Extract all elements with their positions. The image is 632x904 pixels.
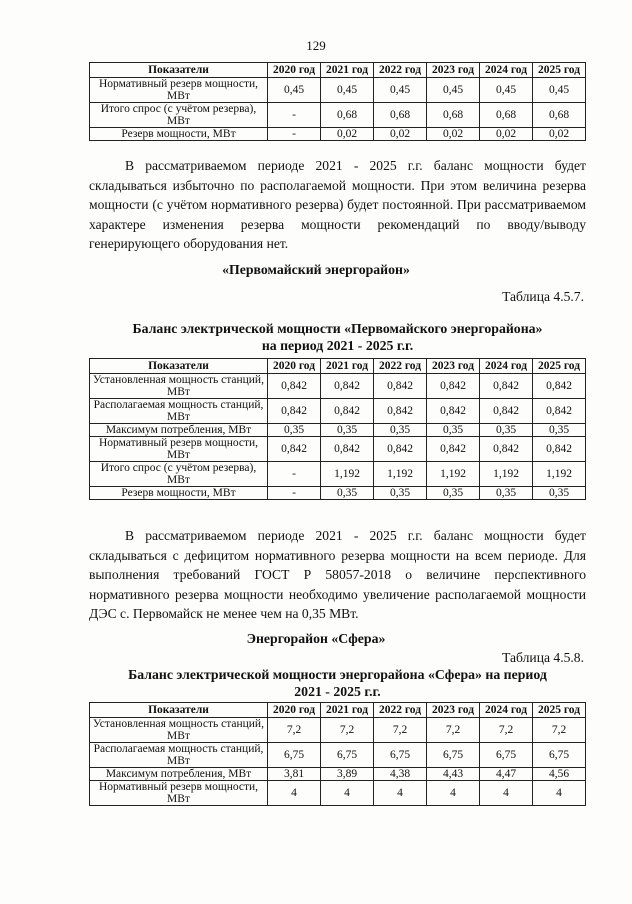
table-cell: 0,842	[374, 399, 427, 424]
table-cell: 0,842	[533, 437, 586, 462]
table-power-balance-continued	[89, 62, 586, 141]
table-cell: 1,192	[480, 462, 533, 487]
column-header-year: 2023 год	[427, 63, 480, 78]
table-cell: 0,842	[268, 437, 321, 462]
table-cell: 0,02	[427, 128, 480, 141]
table-cell: 0,842	[268, 399, 321, 424]
table-cell: -	[268, 128, 321, 141]
table-caption-458	[89, 666, 586, 700]
row-label: Установленная мощность станций, МВт	[90, 718, 268, 743]
table-row	[90, 781, 586, 806]
table-cell: 0,02	[480, 128, 533, 141]
row-label: Максимум потребления, МВт	[90, 768, 268, 781]
column-header-year: 2024 год	[480, 703, 533, 718]
section-title-sfera: Энергорайон «Сфера»	[246, 631, 386, 646]
table-cell: 6,75	[374, 743, 427, 768]
paragraph-balance-summary-1	[89, 156, 586, 254]
column-header-year: 2021 год	[321, 703, 374, 718]
page-number: 129	[306, 38, 326, 53]
table-cell: 0,68	[427, 103, 480, 128]
row-label: Располагаемая мощность станций, МВт	[90, 399, 268, 424]
paragraph-text: В рассматриваемом периоде 2021 - 2025 г.г. баланс мощности будет складываться с дефицитом нормативного резерва мощности на всем периоде. Для выполнения требований ГОСТ Р 58057-2018 о величине перспективного нормативного резерва мощности необходимо увеличение располагаемой мощности ДЭС с. Первомайск не менее чем на 0,35 МВт.	[89, 528, 586, 621]
table-caption-457	[89, 320, 586, 354]
table-sfera-balance	[89, 702, 586, 806]
table-pervomaisky-balance	[89, 358, 586, 500]
table-cell: 0,35	[533, 424, 586, 437]
row-label: Резерв мощности, МВт	[90, 128, 268, 141]
table-header-row	[90, 63, 586, 78]
table-cell: 0,842	[268, 374, 321, 399]
table-cell: 0,842	[374, 437, 427, 462]
table-cell: 4,43	[427, 768, 480, 781]
table-cell: 0,68	[480, 103, 533, 128]
table-cell: 0,842	[427, 374, 480, 399]
table-row	[90, 487, 586, 500]
table-cell: 0,35	[321, 424, 374, 437]
caption-line-1: Баланс электрической мощности «Первомайского энергорайона»	[132, 321, 543, 336]
table-cell: 0,35	[374, 487, 427, 500]
row-label: Установленная мощность станций, МВт	[90, 374, 268, 399]
column-header-year: 2024 год	[480, 359, 533, 374]
table-cell: 0,842	[427, 399, 480, 424]
column-header-year: 2020 год	[268, 703, 321, 718]
row-label: Располагаемая мощность станций, МВт	[90, 743, 268, 768]
table-cell: 0,842	[533, 399, 586, 424]
table-cell: 0,842	[321, 437, 374, 462]
table-cell: -	[268, 103, 321, 128]
column-header-indicator: Показатели	[90, 63, 268, 78]
table-cell: 0,35	[427, 487, 480, 500]
table-cell: 1,192	[427, 462, 480, 487]
caption-line-2: 2021 - 2025 г.г.	[294, 684, 381, 699]
table-cell: 6,75	[427, 743, 480, 768]
table-cell: 0,842	[427, 437, 480, 462]
table-cell: 0,68	[321, 103, 374, 128]
table-cell: 0,02	[374, 128, 427, 141]
table-row	[90, 424, 586, 437]
table-row	[90, 103, 586, 128]
column-header-year: 2023 год	[427, 359, 480, 374]
table-row	[90, 718, 586, 743]
table-cell: 7,2	[533, 718, 586, 743]
table-cell: 0,842	[480, 399, 533, 424]
table-cell: 0,68	[533, 103, 586, 128]
column-header-year: 2022 год	[374, 359, 427, 374]
paragraph-text: В рассматриваемом периоде 2021 - 2025 г.г. баланс мощности будет складываться избыточно по располагаемой мощности. При этом величина резерва мощности (с учётом нормативного резерва) будет постоянной. При рассматриваемом характере изменения резерва мощности рекомендаций по вводу/выводу генерирующего оборудования нет.	[89, 158, 586, 251]
table-cell: 4	[374, 781, 427, 806]
column-header-indicator: Показатели	[90, 359, 268, 374]
table-cell: 0,45	[480, 78, 533, 103]
column-header-indicator: Показатели	[90, 703, 268, 718]
table-cell: 0,68	[374, 103, 427, 128]
column-header-year: 2023 год	[427, 703, 480, 718]
column-header-year: 2021 год	[321, 63, 374, 78]
table-cell: 0,45	[533, 78, 586, 103]
table-cell: 4,56	[533, 768, 586, 781]
column-header-year: 2024 год	[480, 63, 533, 78]
table-header-row	[90, 359, 586, 374]
table-cell: 4	[427, 781, 480, 806]
column-header-year: 2025 год	[533, 359, 586, 374]
table-cell: 1,192	[374, 462, 427, 487]
table-cell: 0,35	[374, 424, 427, 437]
table-cell: 0,842	[321, 374, 374, 399]
table-cell: 4	[533, 781, 586, 806]
table-cell: 3,89	[321, 768, 374, 781]
table-cell: 0,45	[427, 78, 480, 103]
table-number-457: Таблица 4.5.7.	[502, 289, 584, 304]
table-cell: 0,35	[480, 487, 533, 500]
row-label: Итого спрос (с учётом резерва), МВт	[90, 462, 268, 487]
table-cell: 0,842	[480, 437, 533, 462]
table-row	[90, 743, 586, 768]
caption-line-2: на период 2021 - 2025 г.г.	[261, 338, 414, 353]
table-cell: 0,842	[374, 374, 427, 399]
table-cell: 0,45	[374, 78, 427, 103]
table-row	[90, 128, 586, 141]
column-header-year: 2022 год	[374, 63, 427, 78]
table-cell: 7,2	[480, 718, 533, 743]
table-cell: 6,75	[268, 743, 321, 768]
table-cell: 0,35	[268, 424, 321, 437]
section-title-pervomaisky: «Первомайский энергорайон»	[222, 262, 410, 277]
table-cell: 0,02	[321, 128, 374, 141]
table-cell: 1,192	[321, 462, 374, 487]
table-cell: 0,842	[480, 374, 533, 399]
table-cell: 3,81	[268, 768, 321, 781]
table-cell: 6,75	[321, 743, 374, 768]
table-cell: 0,35	[427, 424, 480, 437]
table-cell: -	[268, 462, 321, 487]
table-cell: -	[268, 487, 321, 500]
table-cell: 0,35	[533, 487, 586, 500]
table-cell: 7,2	[321, 718, 374, 743]
table-cell: 0,842	[533, 374, 586, 399]
table-number-458: Таблица 4.5.8.	[502, 650, 584, 665]
table-row	[90, 437, 586, 462]
table-row	[90, 78, 586, 103]
row-label: Нормативный резерв мощности, МВт	[90, 78, 268, 103]
table-cell: 0,842	[321, 399, 374, 424]
table-cell: 4	[480, 781, 533, 806]
table-cell: 0,45	[321, 78, 374, 103]
table-cell: 4	[268, 781, 321, 806]
table-row	[90, 462, 586, 487]
table-cell: 4	[321, 781, 374, 806]
table-row	[90, 399, 586, 424]
table-cell: 0,35	[321, 487, 374, 500]
table-row	[90, 768, 586, 781]
column-header-year: 2020 год	[268, 63, 321, 78]
row-label: Резерв мощности, МВт	[90, 487, 268, 500]
column-header-year: 2025 год	[533, 703, 586, 718]
table-cell: 7,2	[268, 718, 321, 743]
row-label: Нормативный резерв мощности, МВт	[90, 781, 268, 806]
caption-line-1: Баланс электрической мощности энергорайона «Сфера» на период	[128, 667, 547, 682]
column-header-year: 2020 год	[268, 359, 321, 374]
row-label: Нормативный резерв мощности, МВт	[90, 437, 268, 462]
table-cell: 4,38	[374, 768, 427, 781]
table-cell: 4,47	[480, 768, 533, 781]
row-label: Максимум потребления, МВт	[90, 424, 268, 437]
table-cell: 7,2	[374, 718, 427, 743]
table-header-row	[90, 703, 586, 718]
table-row	[90, 374, 586, 399]
table-cell: 6,75	[533, 743, 586, 768]
table-cell: 6,75	[480, 743, 533, 768]
table-cell: 0,35	[480, 424, 533, 437]
column-header-year: 2022 год	[374, 703, 427, 718]
column-header-year: 2021 год	[321, 359, 374, 374]
table-cell: 7,2	[427, 718, 480, 743]
row-label: Итого спрос (с учётом резерва), МВт	[90, 103, 268, 128]
table-cell: 0,45	[268, 78, 321, 103]
paragraph-balance-summary-2	[89, 526, 586, 624]
table-cell: 0,02	[533, 128, 586, 141]
table-cell: 1,192	[533, 462, 586, 487]
column-header-year: 2025 год	[533, 63, 586, 78]
